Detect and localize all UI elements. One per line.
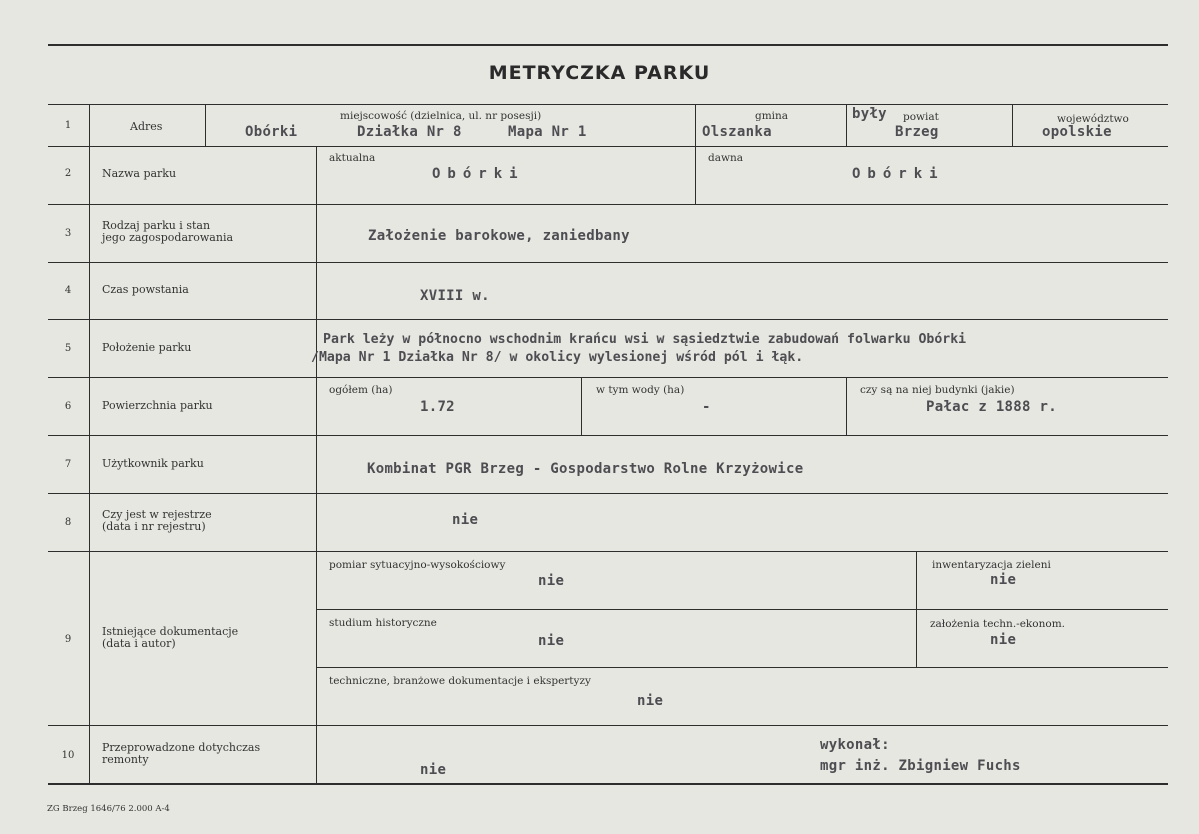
sublabel-pomiar: pomiar sytuacyjno-wysokościowy [329,559,506,571]
row-rule [48,377,1168,378]
sublabel-ogolem: ogółem (ha) [329,384,393,396]
value-polozenie-line-1: Park leży w północno wschodnim krańcu wsi w sąsiedztwie zabudowań folwarku Obórki [323,332,967,347]
sublabel-inwentaryzacja: inwentaryzacja zieleni [932,559,1051,571]
value-remonty: nie [420,762,447,778]
value-wojewodztwo: opolskie [1042,124,1112,140]
row-label-line: Czy jest w rejestrze [102,508,212,521]
row-number: 10 [61,750,75,761]
doc-col-rule [916,551,917,667]
wody-col-rule [581,377,582,435]
value-dzialka: Działka Nr 8 [357,124,462,140]
row-rule [48,146,1168,147]
row-label-line: (data i nr rejestru) [102,520,206,533]
row-label-line: remonty [102,753,149,766]
row-label-dokumentacje [102,626,312,650]
gmina-col-rule [695,104,696,204]
row-label-remonty [102,742,312,766]
value-techniczne: nie [637,693,664,709]
label-col-rule [316,146,317,783]
value-studium: nie [538,633,565,649]
row-rule [48,435,1168,436]
row-number: 8 [64,517,72,528]
row-label-rodzaj [102,220,312,244]
row-rule [48,204,1168,205]
value-byly: były [852,106,887,122]
sublabel-gmina: gmina [755,110,789,122]
row-number: 9 [64,634,72,645]
sublabel-powiat: powiat [903,111,939,123]
row-number: 3 [64,228,72,239]
row-label-line: jego zagospodarowania [102,231,234,244]
value-nazwa-aktualna: Obórki [432,166,525,182]
value-nazwa-dawna: Obórki [852,166,945,182]
value-gmina: Olszanka [702,124,772,140]
sublabel-wojewodztwo: województwo [1057,113,1129,125]
num-col-rule [89,104,90,783]
print-footer: ZG Brzeg 1646/76 2.000 A-4 [47,804,170,814]
sublabel-techniczne: techniczne, branżowe dokumentacje i ekspertyzy [329,675,591,687]
row-label-line: Istniejące dokumentacje [102,625,239,638]
row-rule [316,609,1168,610]
value-miejscowosc: Obórki [245,124,298,140]
row-label-uzytkownik: Użytkownik parku [102,457,204,470]
sublabel-studium: studium historyczne [329,617,437,629]
row-label-nazwa: Nazwa parku [102,167,177,180]
row-label-line: (data i autor) [102,637,176,650]
row-number: 1 [64,120,72,131]
row-label-czas: Czas powstania [102,283,189,296]
row-label-adres: Adres [130,120,163,133]
value-polozenie-line-2: /Mapa Nr 1 Działka Nr 8/ w okolicy wylesionej wśród pól i łąk. [311,350,804,365]
row-number: 5 [64,343,72,354]
row-rule [48,493,1168,494]
value-rejestr: nie [452,512,479,528]
top-rule [48,44,1168,46]
value-pomiar: nie [538,573,565,589]
budynki-col-rule [846,377,847,435]
powiat-col-rule [846,104,847,146]
sublabel-dawna: dawna [708,152,743,164]
author-name: mgr inż. Zbigniew Fuchs [820,758,1021,774]
value-rodzaj: Założenie barokowe, zaniedbany [368,228,630,244]
value-uzytkownik: Kombinat PGR Brzeg - Gospodarstwo Rolne Krzyżowice [367,461,804,477]
row-label-polozenie: Położenie parku [102,341,192,354]
label-col-rule [205,104,206,146]
row-rule [48,725,1168,726]
sublabel-budynki: czy są na niej budynki (jakie) [860,384,1015,396]
value-wody: - [702,399,711,415]
value-czas: XVIII w. [420,288,490,304]
value-inwentaryzacja: nie [990,572,1017,588]
row-rule [48,319,1168,320]
row-rule [48,551,1168,552]
row-number: 7 [64,459,72,470]
row-number: 6 [64,401,72,412]
value-ogolem: 1.72 [420,399,455,415]
row-number: 2 [64,168,72,179]
sublabel-aktualna: aktualna [329,152,376,164]
sublabel-miejscowosc: miejscowość (dzielnica, ul. nr posesji) [340,110,542,122]
value-powiat: Brzeg [895,124,939,140]
row-label-powierzchnia: Powierzchnia parku [102,399,213,412]
value-zalozenia: nie [990,632,1017,648]
row-number: 4 [64,285,72,296]
value-mapa: Mapa Nr 1 [508,124,587,140]
row-label-line: Przeprowadzone dotychczas [102,741,261,754]
sublabel-wody: w tym wody (ha) [596,384,685,396]
wykonal-label: wykonał: [820,737,890,753]
row-label-rejestr [102,509,312,533]
value-budynki: Pałac z 1888 r. [926,399,1057,415]
row-rule [48,104,1168,105]
row-label-line: Rodzaj parku i stan [102,219,211,232]
bottom-rule [48,783,1168,785]
form-title: METRYCZKA PARKU [488,62,711,84]
row-rule [48,262,1168,263]
woj-col-rule [1012,104,1013,146]
row-rule [316,667,1168,668]
sublabel-zalozenia: założenia techn.-ekonom. [930,618,1065,630]
